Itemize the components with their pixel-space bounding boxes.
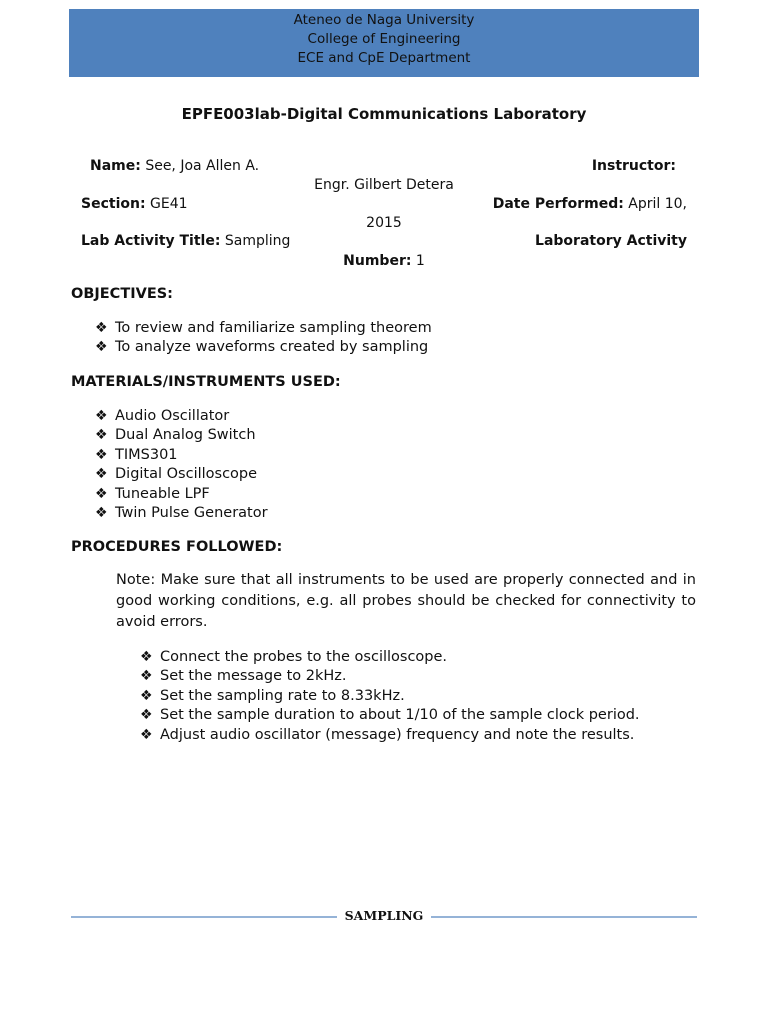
- diamond-bullet-icon: ❖: [95, 504, 108, 521]
- activity-number-value: 1: [415, 253, 425, 269]
- section-label: Section:: [81, 196, 146, 212]
- diamond-bullet-icon: ❖: [140, 707, 153, 724]
- objectives-heading: OBJECTIVES:: [71, 286, 173, 302]
- diamond-bullet-icon: ❖: [95, 446, 108, 463]
- diamond-bullet-icon: ❖: [95, 466, 108, 483]
- name-label: Name:: [90, 158, 141, 174]
- name-value: See, Joa Allen A.: [145, 158, 260, 174]
- procedures-note: Note: Make sure that all instruments to be used are properly connected and in good working conditions, e.g. all probes should be checked for connectivity to avoid errors.: [116, 572, 696, 630]
- university-name: Ateneo de Naga University: [293, 12, 475, 28]
- activity-number-row: [0, 253, 768, 269]
- procedures-heading: PROCEDURES FOLLOWED:: [71, 539, 283, 555]
- date-value: April 10,: [628, 196, 687, 212]
- activity-title-value: Sampling: [224, 233, 291, 249]
- footer-label: SAMPLING: [344, 908, 424, 923]
- procedures-list: [140, 648, 640, 745]
- college-name: College of Engineering: [307, 31, 461, 47]
- diamond-bullet-icon: ❖: [140, 668, 153, 685]
- activity-title-label: Lab Activity Title:: [81, 233, 221, 249]
- section-value: GE41: [150, 196, 188, 212]
- materials-list: [95, 407, 268, 523]
- header-band: [69, 9, 699, 77]
- diamond-bullet-icon: ❖: [95, 408, 108, 424]
- list-item: ❖ Set the sample duration to about 1/10 of the sample clock period.: [140, 706, 640, 725]
- list-item: ❖ Dual Analog Switch: [95, 426, 268, 445]
- diamond-bullet-icon: ❖: [95, 320, 108, 336]
- diamond-bullet-icon: ❖: [95, 485, 108, 502]
- list-item: ❖ To review and familiarize sampling theorem: [95, 319, 432, 338]
- activity-title-row: [81, 233, 290, 249]
- section-row: [81, 196, 188, 212]
- instructor-value: Engr. Gilbert Detera: [314, 177, 454, 193]
- list-item: ❖ Digital Oscilloscope: [95, 465, 268, 484]
- diamond-bullet-icon: ❖: [140, 649, 153, 665]
- activity-number-label-2: Number:: [343, 253, 412, 269]
- activity-number-label: Laboratory Activity: [535, 233, 687, 249]
- list-item: ❖ Set the sampling rate to 8.33kHz.: [140, 687, 640, 706]
- diamond-bullet-icon: ❖: [140, 726, 153, 743]
- list-item: ❖ TIMS301: [95, 446, 268, 465]
- diamond-bullet-icon: ❖: [95, 427, 108, 444]
- list-item: ❖ Tuneable LPF: [95, 485, 268, 504]
- list-item: ❖ Twin Pulse Generator: [95, 504, 268, 523]
- date-row: [493, 196, 687, 212]
- instructor-label: Instructor:: [591, 158, 676, 174]
- date-value-year: 2015: [366, 215, 402, 231]
- list-item: ❖ Adjust audio oscillator (message) frequency and note the results.: [140, 726, 640, 745]
- objectives-list: [95, 319, 432, 358]
- list-item: ❖ To analyze waveforms created by sampling: [95, 338, 432, 357]
- name-row: [90, 158, 259, 174]
- diamond-bullet-icon: ❖: [140, 687, 153, 704]
- date-label: Date Performed:: [492, 196, 624, 212]
- department-name: ECE and CpE Department: [297, 50, 471, 66]
- course-title: EPFE003lab-Digital Communications Laboratory: [181, 105, 587, 123]
- diamond-bullet-icon: ❖: [95, 339, 108, 356]
- list-item: ❖ Audio Oscillator: [95, 407, 268, 426]
- list-item: ❖ Set the message to 2kHz.: [140, 667, 640, 686]
- list-item: ❖ Connect the probes to the oscilloscope.: [140, 648, 640, 667]
- materials-heading: MATERIALS/INSTRUMENTS USED:: [71, 374, 341, 390]
